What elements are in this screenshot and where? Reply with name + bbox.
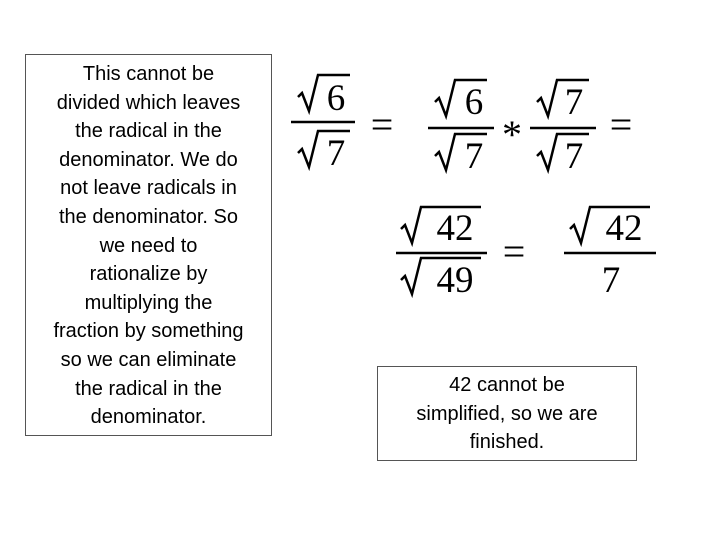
multiply-sign: * [502, 112, 522, 157]
conclusion-line: simplified, so we are [416, 402, 598, 425]
conclusion-textbox [377, 366, 637, 461]
explanation-line: multiplying the [84, 291, 213, 314]
fraction-sqrt7-over-sqrt7 [530, 80, 596, 177]
denominator-value: 7 [601, 260, 621, 301]
explanation-line: denominator. [90, 406, 207, 429]
explanation-line: the denominator. So [58, 205, 238, 228]
equation-1 [291, 75, 632, 177]
explanation-line: fraction by something [53, 320, 244, 343]
explanation-line: the radical in the [75, 120, 222, 143]
explanation-line: not leave radicals in [60, 177, 237, 200]
fraction-sqrt6-over-sqrt7 [291, 75, 355, 174]
explanation-line: divided which leaves [56, 91, 241, 114]
fraction-sqrt42-over-7 [564, 207, 656, 301]
denominator-value: 49 [436, 260, 474, 301]
numerator-value: 7 [564, 82, 584, 123]
denominator-value: 7 [464, 136, 484, 177]
equals-sign: = [370, 102, 394, 147]
equation-2 [396, 207, 656, 301]
numerator-value: 6 [464, 82, 484, 123]
explanation-line: denominator. We do [59, 148, 238, 171]
equals-sign: = [609, 102, 633, 147]
numerator-value: 42 [605, 208, 643, 249]
fraction-sqrt6-over-sqrt7 [428, 80, 494, 177]
equals-sign: = [502, 229, 526, 274]
fraction-sqrt42-over-sqrt49 [396, 207, 487, 301]
denominator-value: 7 [564, 136, 584, 177]
explanation-line: we need to [99, 234, 198, 257]
denominator-value: 7 [326, 133, 346, 174]
explanation-line: so we can eliminate [60, 348, 237, 371]
conclusion-line: 42 cannot be [449, 374, 565, 396]
explanation-line: the radical in the [75, 377, 222, 400]
numerator-value: 6 [326, 78, 346, 119]
explanation-line: This cannot be [82, 63, 215, 85]
conclusion-line: finished. [469, 431, 545, 454]
explanation-line: rationalize by [89, 263, 208, 286]
numerator-value: 42 [436, 208, 474, 249]
